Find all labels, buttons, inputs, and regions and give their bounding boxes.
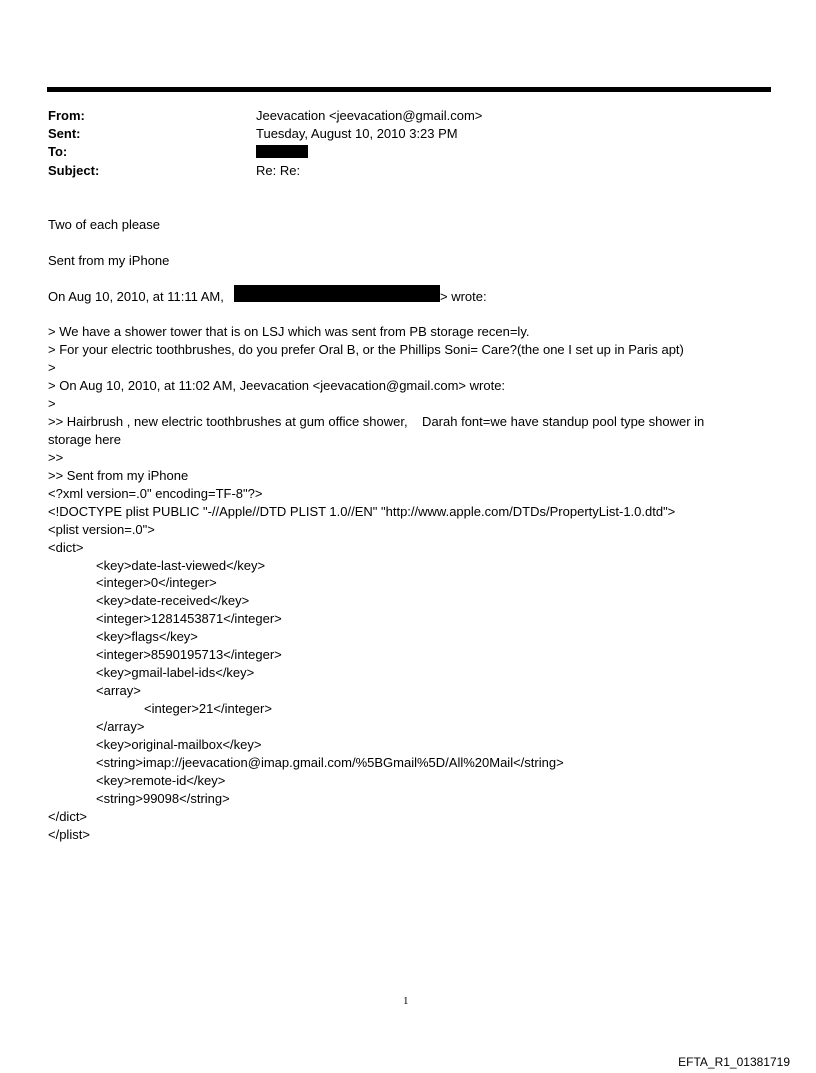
signature-line: Sent from my iPhone <box>48 253 170 268</box>
sent-label: Sent: <box>48 126 81 141</box>
plist-line: <plist version=.0"> <box>48 522 155 537</box>
quoted-line: > On Aug 10, 2010, at 11:02 AM, Jeevacation <jeevacation@gmail.com> wrote: <box>48 378 506 393</box>
bates-number: EFTA_R1_01381719 <box>678 1055 790 1069</box>
plist-line: <key>original-mailbox</key> <box>96 737 262 752</box>
sender-redaction <box>234 285 440 302</box>
subject-value: Re: Re: <box>256 163 301 178</box>
subject-label: Subject: <box>48 163 100 178</box>
header-rule <box>47 87 771 92</box>
from-value: Jeevacation <jeevacation@gmail.com> <box>256 108 483 123</box>
plist-line: <key>date-received</key> <box>96 593 250 608</box>
to-redaction <box>256 145 308 158</box>
plist-line: <!DOCTYPE plist PUBLIC "-//Apple//DTD PLIST 1.0//EN" "http://www.apple.com/DTDs/PropertyList-1.0.dtd"> <box>48 504 676 519</box>
plist-line: <array> <box>96 683 141 698</box>
from-label: From: <box>48 108 85 123</box>
plist-line: <string>imap://jeevacation@imap.gmail.com/%5BGmail%5D/All%20Mail</string> <box>96 755 564 770</box>
plist-line: <string>99098</string> <box>96 791 230 806</box>
quoted-line: > We have a shower tower that is on LSJ which was sent from PB storage recen=ly. <box>48 324 530 339</box>
quoted-line: >> <box>48 450 64 465</box>
quote-attribution-suffix: > wrote: <box>440 289 487 304</box>
to-label: To: <box>48 144 68 159</box>
plist-line: <?xml version=.0" encoding=TF-8"?> <box>48 486 263 501</box>
body-line: Two of each please <box>48 217 161 232</box>
plist-line: <key>flags</key> <box>96 629 198 644</box>
plist-line: <key>gmail-label-ids</key> <box>96 665 255 680</box>
plist-line: </array> <box>96 719 145 734</box>
plist-line: <key>remote-id</key> <box>96 773 226 788</box>
quoted-line: > <box>48 360 56 375</box>
quoted-line: >> Hairbrush , new electric toothbrushes at gum office shower, Darah font=we have standup pool type shower in <box>48 414 705 429</box>
plist-line: </plist> <box>48 827 90 842</box>
plist-line: <dict> <box>48 540 84 555</box>
sent-value: Tuesday, August 10, 2010 3:23 PM <box>256 126 458 141</box>
plist-line: <integer>21</integer> <box>144 701 272 716</box>
quoted-line: >> Sent from my iPhone <box>48 468 189 483</box>
plist-line: <integer>8590195713</integer> <box>96 647 282 662</box>
plist-line: <key>date-last-viewed</key> <box>96 558 266 573</box>
page-number: 1 <box>403 995 409 1007</box>
quoted-line: > For your electric toothbrushes, do you prefer Oral B, or the Phillips Soni= Care?(the one I set up in Paris apt) <box>48 342 684 357</box>
quote-attribution-prefix: On Aug 10, 2010, at 11:11 AM, <box>48 289 228 304</box>
plist-line: <integer>1281453871</integer> <box>96 611 282 626</box>
quoted-line: storage here <box>48 432 121 447</box>
plist-line: <integer>0</integer> <box>96 575 217 590</box>
quoted-line: > <box>48 396 56 411</box>
plist-line: </dict> <box>48 809 88 824</box>
